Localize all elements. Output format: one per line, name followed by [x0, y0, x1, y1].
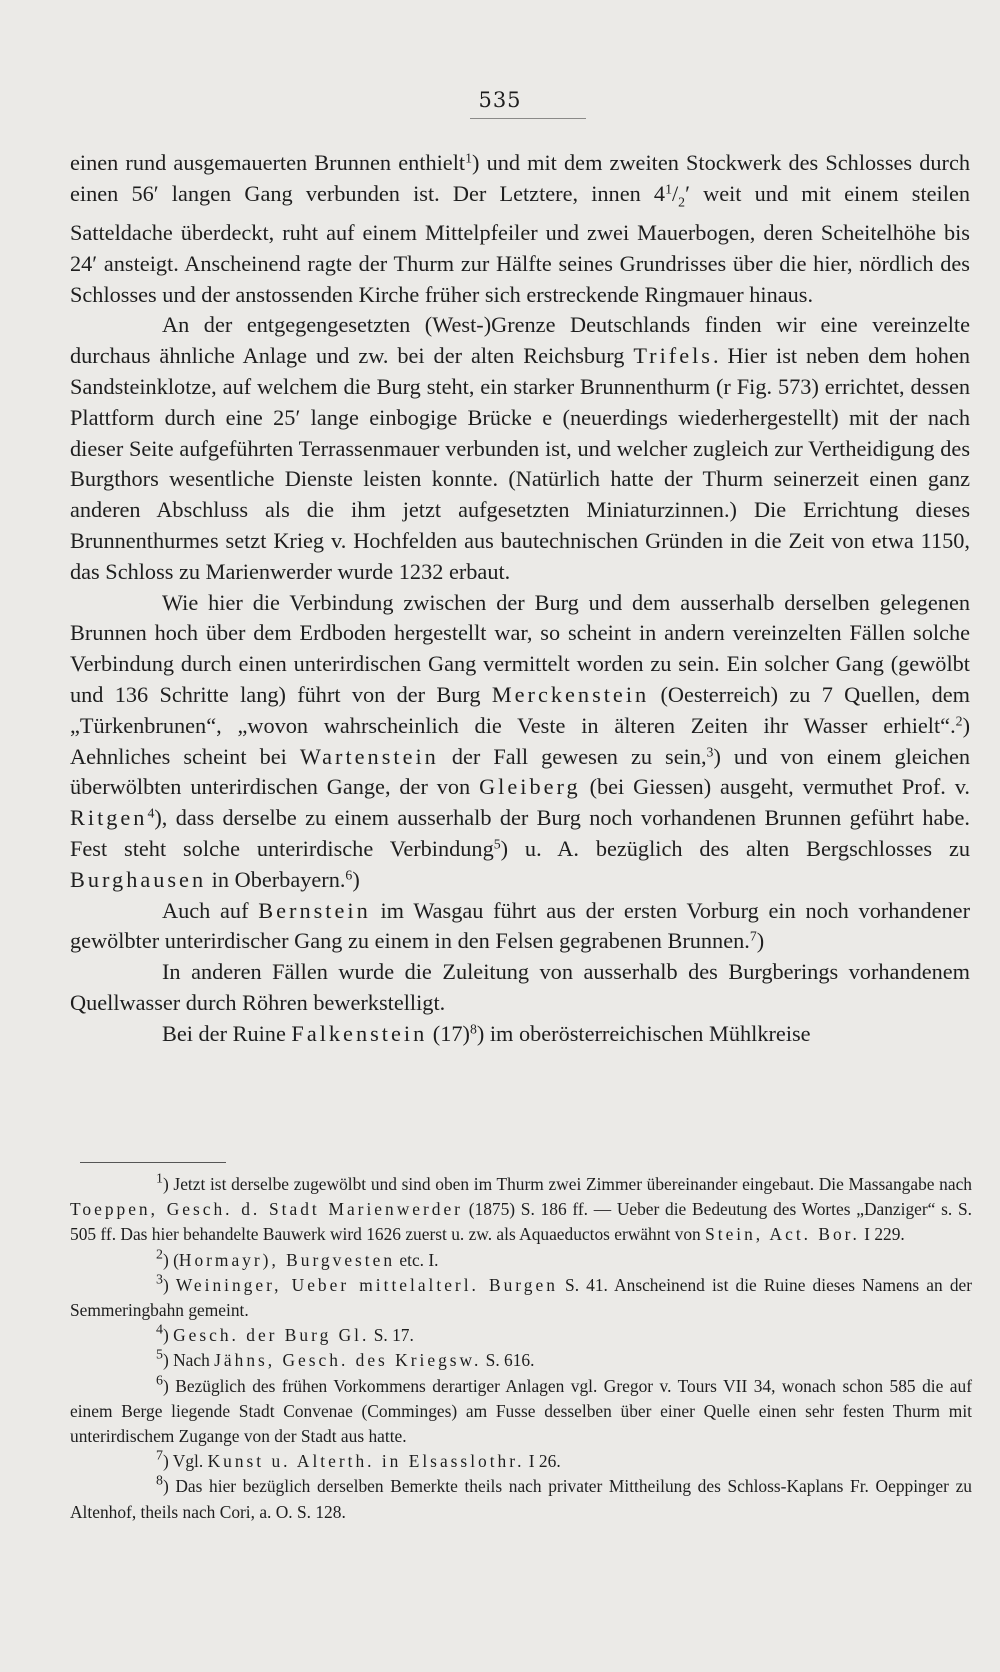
place-name-gleiberg: Gleiberg [479, 774, 581, 800]
paragraph-4: Auch auf Bernstein im Wasgau führt aus der ersten Vorburg ein noch vorhandener gewölbter unterirdischer Gang zu einem in den Felsen gegrabenen Brunnen.$^7$) [70, 897, 970, 954]
footnote-separator [80, 1162, 226, 1163]
paragraph-2: An der entgegengesetzten (West-)Grenze Deutschlands finden wir eine vereinzelte durchaus ähnliche Anlage und zw. bei der alten Reichsburg Trifels. Hier ist neben dem hohen Sandsteinklotze, auf welchem die Burg steht, ein starker Brunnenthurm (r Fig. 573) errichtet, dessen Plattform durch eine 25′ lange einbogige Brücke e (neuerdings wiederhergestellt) mit der nach dieser Seite aufgeführten Terrassenmauer verbunden ist, und welcher zugleich zur Vertheidigung des Burgthors wesentliche Dienste leisten konnte. (Natürlich hatte der Thurm seinerzeit einen ganz anderen Abschluss als die ihm jetzt aufgesetzten Miniaturzinnen.) Die Errichtung dieses Brunnenthurmes setzt Krieg v. Hochfelden aus bautechnischen Gründen in die Zeit von etwa 1150, das Schloss zu Marienwerder wurde 1232 erbaut. [70, 312, 970, 584]
place-name-wartenstein: Wartenstein [299, 743, 439, 769]
place-name-trifels: Trifels [633, 343, 713, 369]
footnotes [70, 1172, 972, 1525]
place-name-falkenstein: Falkenstein [291, 1020, 428, 1046]
footnote-2: $^2$) (Hormayr), Burgvesten etc. I. [156, 1246, 439, 1270]
footnote-3: $^3$) Weininger, Ueber mittelalterl. Burgen S. 41. Anscheinend ist die Ruine dieses Namens an der Semmeringbahn gemeint. [70, 1272, 973, 1321]
author-name-ritgen: Ritgen [70, 805, 148, 831]
page-number: 535 [478, 88, 522, 112]
page-number-underline [470, 118, 586, 119]
paragraph-6: Bei der Ruine Falkenstein $(17)^8$) im oberösterreichischen Mühlkreise [162, 1020, 811, 1046]
place-name-bernstein: Bernstein [258, 897, 371, 923]
paragraph-3: Wie hier die Verbindung zwischen der Burg und dem ausserhalb derselben gelegenen Brunnen hoch über dem Erdboden hergestellt war, so scheint in andern vereinzelten Fällen solche Verbindung durch einen unterirdischen Gang vermittelt worden zu sein. Ein solcher Gang (gewölbt und 136 Schritte lang) führt von der Burg Merckenstein (Oesterreich) zu 7 Quellen, dem „Türkenbrunen“, „wovon wahrscheinlich die Veste in älteren Zeiten ihr Wasser erhielt“.$^2$) Aehnliches scheint bei Wartenstein der Fall gewesen zu sein,$^3$) und von einem gleichen überwölbten unterirdischen Gange, der von Gleiberg (bei Giessen) ausgeht, vermuthet Prof. v. Ritgen$^4$), dass derselbe zu einem ausserhalb der Burg noch vorhandenen Brunnen geführt habe. Fest steht solche unterirdische Verbindung$^5$) u. A. bezüglich des alten Bergschlosses zu Burghausen in Oberbayern.$^6$) [70, 589, 970, 892]
paragraph-5: In anderen Fällen wurde die Zuleitung von ausserhalb des Burgberings vorhandenem Quellwasser durch Röhren bewerkstelligt. [70, 959, 970, 1015]
footnote-5: $^5$) Nach Jähns, Gesch. des Kriegsw. S. 616. [156, 1347, 535, 1371]
footnote-6: $^6$) Bezüglich des frühen Vorkommens derartiger Anlagen vgl. Gregor v. Tours VII 34, wonach schon 585 die auf einem Berge liegende Stadt Convenae (Comminges) am Fusse desselben über einer Quelle einen sehr festen Thurm mit unterirdischem Zugange von der Stadt aus hatte. [70, 1372, 972, 1447]
paragraph-1: einen rund ausgemauerten Brunnen enthielt$^1$) und mit dem zweiten Stockwerk des Schlosses durch einen 56′ langen Gang verbunden ist. Der Letztere, innen $4^1/_2'$ weit und mit einem steilen Satteldache überdeckt, ruht auf einem Mittelpfeiler und zwei Mauerbogen, deren Scheitelhöhe bis 24′ ansteigt. Anscheinend ragte der Thurm zur Hälfte seines Grundrisses über die hier, nördlich des Schlosses und der anstossenden Kirche früher sich erstreckende Ringmauer hinaus. [70, 150, 971, 307]
footnote-7: $^7$) Vgl. Kunst u. Alterth. in Elsasslothr. I 26. [156, 1448, 561, 1472]
place-name-burghausen: Burghausen [70, 866, 207, 892]
footnote-8: $^8$) Das hier bezüglich derselben Bemerkte theils nach privater Mittheilung des Schloss-Kaplans Fr. Oeppinger zu Altenhof, theils nach Cori, a. O. S. 128. [70, 1473, 972, 1522]
footnote-1: $^1$) Jetzt ist derselbe zugewölbt und sind oben im Thurm zwei Zimmer übereinander eingebaut. Die Massangabe nach Toeppen, Gesch. d. Stadt Marienwerder (1875) S. 186 ff. — Ueber die Bedeutung des Wortes „Danziger“ s. S. 505 ff. Das hier behandelte Bauwerk wird 1626 zuerst u. zw. als Aquaeductos erwähnt von Stein, Act. Bor. I 229. [70, 1171, 972, 1245]
footnote-4: $^4$) Gesch. der Burg Gl. S. 17. [156, 1322, 414, 1346]
place-name-merckenstein: Merckenstein [491, 682, 650, 707]
main-text [70, 148, 970, 1050]
